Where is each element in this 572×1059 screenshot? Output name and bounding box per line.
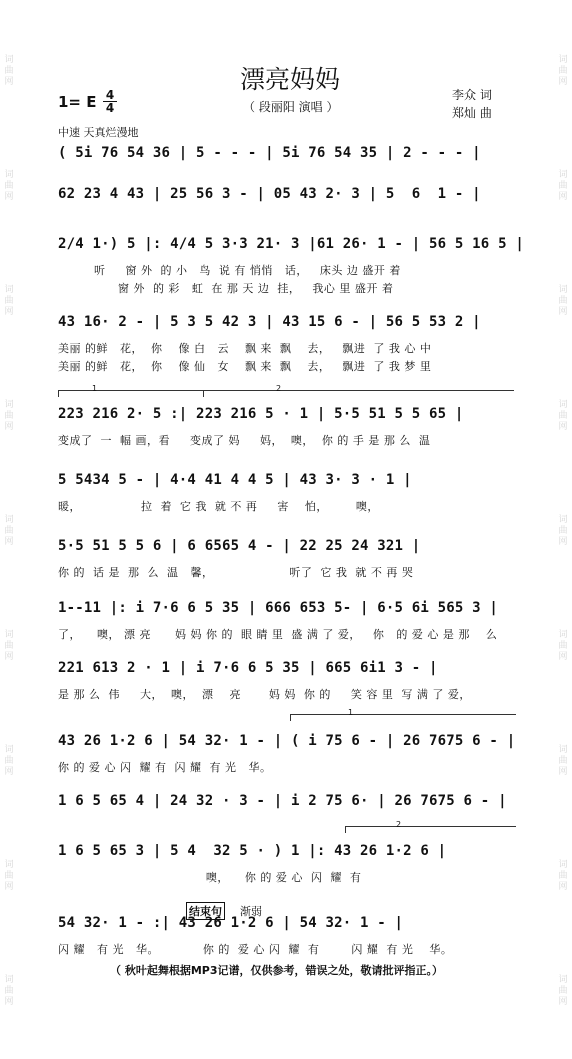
watermark-text: 词 曲 网 (558, 975, 568, 1007)
lyric-line: 是 那 么 伟 大， 噢， 漂 亮 妈 妈 你 的 笑 容 里 写 满 了 爱， (58, 688, 471, 701)
watermark-text: 词 曲 网 (558, 55, 568, 87)
notation-row: 223 216 2· 5 :| 223 216 5 · 1 | 5·5 51 5 5 65 | (58, 406, 464, 422)
lyric-line: 噢， 你 的 爱 心 闪 耀 有 (58, 871, 362, 884)
lyric-line: 听 窗 外 的 小 鸟 说 有 悄悄 话， 床头 边 盛开 着 (58, 264, 401, 277)
lyric-line: 你 的 话 是 那 么 温 馨， 听了 它 我 就 不 再 哭 (58, 566, 414, 579)
notation-row: 1 6 5 65 3 | 5 4 32 5 · ) 1 |: 43 26 1·2 6 | (58, 843, 447, 859)
notation-row: 54 32· 1 - :| 43 26 1·2 6 | 54 32· 1 - | (58, 915, 404, 931)
footnote: （ 秋叶起舞根据MP3记谱，仅供参考，错误之处，敬请批评指正。） (110, 964, 443, 977)
lyric-line: 窗 外 的 彩 虹 在 那 天 边 挂， 我心 里 盛开 着 (58, 282, 394, 295)
watermark-text: 词 曲 网 (558, 285, 568, 317)
singer-credit: （ 段丽阳 演唱 ） (243, 100, 339, 114)
notation-row: 1--11 |: i 7·6 6 5 35 | 666 653 5- | 6·5 6i 565 3 | (58, 600, 499, 616)
ending-bracket-1 (58, 390, 204, 397)
ending-number-2: 2 (276, 384, 282, 393)
ending-bracket-4 (345, 826, 516, 833)
watermark-text: 词 曲 网 (4, 860, 14, 892)
ending-number-1: 1 (92, 384, 98, 393)
watermark-text: 词 曲 网 (558, 400, 568, 432)
notation-row: 1 6 5 65 4 | 24 32 · 3 - | i 2 75 6· | 26 7675 6 - | (58, 793, 507, 809)
ending-number-4: 2 (396, 820, 402, 829)
time-signature-bottom: 4 (103, 101, 117, 114)
lyricist-credit: 李众 词 (452, 88, 492, 102)
time-signature-top: 4 (105, 88, 115, 102)
notation-row: 2/4 1·) 5 |: 4/4 5 3·3 21· 3 |61 26· 1 - | 56 5 16 5 | (58, 236, 524, 252)
notation-row: 62 23 4 43 | 25 56 3 - | 05 43 2· 3 | 5 6 1 - | (58, 186, 481, 202)
time-signature (103, 89, 117, 114)
watermark-text: 词 曲 网 (4, 515, 14, 547)
notation-row: 43 16· 2 - | 5 3 5 42 3 | 43 15 6 - | 56 5 53 2 | (58, 314, 481, 330)
watermark-text: 词 曲 网 (558, 630, 568, 662)
left-watermark-strip (0, 0, 18, 1059)
watermark-text: 词 曲 网 (558, 745, 568, 777)
lyric-line: 美丽 的鲜 花， 你 像 白 云 飘 来 飘 去， 飘进 了 我 心 中 (58, 342, 432, 355)
ending-bracket-3 (290, 714, 516, 721)
right-watermark-strip (554, 0, 572, 1059)
lyric-line: 变成了 一 幅 画，看 变成了 妈 妈， 噢， 你 的 手 是 那 么 温 (58, 434, 431, 447)
watermark-text: 词 曲 网 (4, 975, 14, 1007)
watermark-text: 词 曲 网 (4, 55, 14, 87)
notation-row: 5·5 51 5 5 6 | 6 6565 4 - | 22 25 24 321 | (58, 538, 421, 554)
key-signature: 1= E (58, 93, 97, 111)
lyric-line: 你 的 爱 心 闪 耀 有 闪 耀 有 光 华。 (58, 761, 272, 774)
lyric-line: 美丽 的鲜 花， 你 像 仙 女 飘 来 飘 去， 飘进 了 我 梦 里 (58, 360, 432, 373)
watermark-text: 词 曲 网 (558, 860, 568, 892)
lyric-line: 了， 噢， 漂 亮 妈 妈 你 的 眼 睛 里 盛 满 了 爱， 你 的 爱 心 是 那 么 (58, 628, 498, 641)
notation-row: ( 5i 76 54 36 | 5 - - - | 5i 76 54 35 | 2 - - - | (58, 145, 481, 161)
notation-row: 5 5434 5 - | 4·4 41 4 4 5 | 43 3· 3 · 1 | (58, 472, 412, 488)
song-title: 漂亮妈妈 (239, 65, 340, 94)
ending-number-3: 1 (348, 708, 354, 717)
composer-credit: 郑灿 曲 (452, 106, 492, 120)
notation-row: 43 26 1·2 6 | 54 32· 1 - | ( i 75 6 - | 26 7675 6 - | (58, 733, 516, 749)
fade-label: 渐弱 (240, 905, 262, 918)
tempo-marking: 中速 天真烂漫地 (58, 126, 139, 139)
ending-bracket-2 (203, 390, 514, 397)
watermark-text: 词 曲 网 (558, 170, 568, 202)
lyric-line: 暖， 拉 着 它 我 就 不 再 害 怕， 噢， (58, 500, 379, 513)
notation-row: 221 613 2 · 1 | i 7·6 6 5 35 | 665 6i1 3 - | (58, 660, 438, 676)
watermark-text: 词 曲 网 (558, 515, 568, 547)
watermark-text: 词 曲 网 (4, 170, 14, 202)
watermark-text: 词 曲 网 (4, 630, 14, 662)
end-phrase-label: 结束句 (186, 902, 225, 920)
watermark-text: 词 曲 网 (4, 745, 14, 777)
watermark-text: 词 曲 网 (4, 285, 14, 317)
lyric-line: 闪 耀 有 光 华。 你 的 爱 心 闪 耀 有 闪 耀 有 光 华。 (58, 943, 453, 956)
watermark-text: 词 曲 网 (4, 400, 14, 432)
